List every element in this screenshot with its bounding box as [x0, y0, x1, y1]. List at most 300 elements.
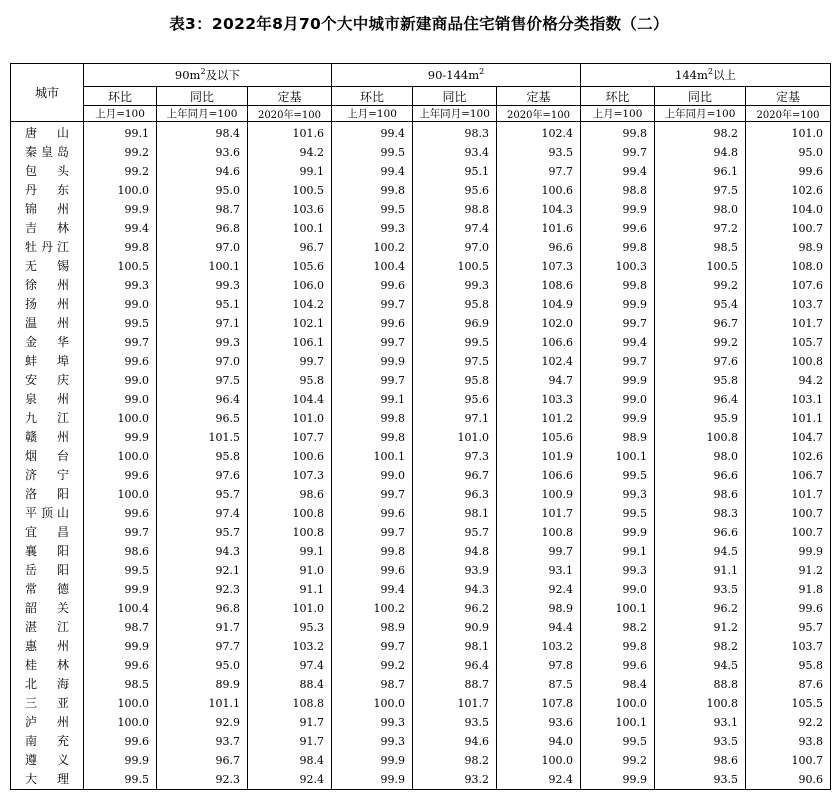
index-value: 100.5 — [413, 257, 497, 276]
index-value: 106.6 — [497, 333, 581, 352]
index-value: 94.8 — [655, 143, 746, 162]
index-value: 99.7 — [332, 523, 413, 542]
index-value: 95.7 — [413, 523, 497, 542]
subheader-fixed-base: 定基 — [248, 87, 332, 106]
table-row — [11, 732, 831, 751]
index-value: 99.7 — [581, 314, 655, 333]
index-value: 100.9 — [497, 485, 581, 504]
index-value: 98.9 — [332, 618, 413, 637]
city-name: 济宁 — [11, 466, 84, 485]
index-value: 100.3 — [581, 257, 655, 276]
index-value: 94.2 — [746, 371, 831, 390]
subheader-mom: 环比 — [84, 87, 157, 106]
index-value: 101.1 — [157, 694, 248, 713]
index-value: 99.0 — [581, 390, 655, 409]
table-row — [11, 352, 831, 371]
index-value: 100.0 — [581, 694, 655, 713]
index-value: 96.4 — [157, 390, 248, 409]
index-value: 97.8 — [497, 656, 581, 675]
index-value: 104.0 — [746, 200, 831, 219]
index-value: 98.8 — [413, 200, 497, 219]
index-value: 107.8 — [497, 694, 581, 713]
index-value: 101.0 — [746, 122, 831, 144]
index-value: 101.0 — [248, 599, 332, 618]
city-name: 桂林 — [11, 656, 84, 675]
table-row — [11, 409, 831, 428]
index-value: 99.7 — [248, 352, 332, 371]
index-value: 98.6 — [84, 542, 157, 561]
index-value: 94.7 — [497, 371, 581, 390]
index-value: 93.5 — [655, 580, 746, 599]
index-value: 96.2 — [413, 599, 497, 618]
index-value: 93.4 — [413, 143, 497, 162]
city-name: 三亚 — [11, 694, 84, 713]
city-name: 北海 — [11, 675, 84, 694]
index-value: 99.6 — [84, 732, 157, 751]
index-value: 92.2 — [746, 713, 831, 732]
group-header-small: $90m^2$及以下 — [84, 64, 332, 87]
index-value: 100.8 — [655, 428, 746, 447]
index-value: 99.5 — [413, 333, 497, 352]
index-value: 97.4 — [248, 656, 332, 675]
index-value: 99.9 — [581, 371, 655, 390]
subheader-yoy: 同比 — [157, 87, 248, 106]
index-value: 97.7 — [497, 162, 581, 181]
index-value: 96.4 — [413, 656, 497, 675]
index-value: 103.2 — [497, 637, 581, 656]
index-value: 99.2 — [84, 162, 157, 181]
base-header-mom: 上月=100 — [332, 106, 413, 122]
index-value: 93.2 — [413, 770, 497, 790]
index-value: 107.3 — [248, 466, 332, 485]
city-name: 金华 — [11, 333, 84, 352]
index-value: 94.6 — [157, 162, 248, 181]
index-value: 91.7 — [248, 713, 332, 732]
index-value: 99.5 — [332, 200, 413, 219]
index-value: 91.1 — [248, 580, 332, 599]
index-value: 99.3 — [157, 333, 248, 352]
index-value: 99.6 — [84, 504, 157, 523]
city-name: 赣州 — [11, 428, 84, 447]
index-value: 91.1 — [655, 561, 746, 580]
index-value: 98.4 — [581, 675, 655, 694]
subheader-fixed-base: 定基 — [746, 87, 831, 106]
index-value: 99.9 — [581, 770, 655, 790]
index-value: 100.1 — [248, 219, 332, 238]
city-name: 烟台 — [11, 447, 84, 466]
city-name: 九江 — [11, 409, 84, 428]
subheader-fixed-base: 定基 — [497, 87, 581, 106]
index-value: 98.6 — [655, 485, 746, 504]
index-value: 95.7 — [746, 618, 831, 637]
index-value: 95.8 — [413, 295, 497, 314]
index-value: 95.1 — [157, 295, 248, 314]
index-value: 105.6 — [248, 257, 332, 276]
index-value: 99.8 — [332, 428, 413, 447]
index-value: 100.7 — [746, 504, 831, 523]
base-header-yoy: 上年同月=100 — [157, 106, 248, 122]
index-value: 97.3 — [413, 447, 497, 466]
index-value: 95.8 — [655, 371, 746, 390]
index-value: 100.5 — [84, 257, 157, 276]
index-value: 104.4 — [248, 390, 332, 409]
index-value: 101.0 — [248, 409, 332, 428]
index-value: 91.7 — [248, 732, 332, 751]
index-value: 91.0 — [248, 561, 332, 580]
index-value: 94.0 — [497, 732, 581, 751]
index-value: 99.8 — [581, 637, 655, 656]
table-row — [11, 276, 831, 295]
index-value: 95.8 — [746, 656, 831, 675]
index-value: 100.0 — [84, 713, 157, 732]
table-row — [11, 466, 831, 485]
index-value: 99.6 — [581, 656, 655, 675]
index-value: 99.3 — [581, 485, 655, 504]
index-value: 93.1 — [497, 561, 581, 580]
index-value: 99.8 — [581, 238, 655, 257]
index-value: 97.0 — [413, 238, 497, 257]
index-value: 87.6 — [746, 675, 831, 694]
index-value: 99.7 — [332, 485, 413, 504]
subheader-yoy: 同比 — [655, 87, 746, 106]
index-value: 100.0 — [84, 447, 157, 466]
index-value: 95.4 — [655, 295, 746, 314]
table-row — [11, 694, 831, 713]
index-value: 98.7 — [157, 200, 248, 219]
index-value: 99.8 — [84, 238, 157, 257]
table-title: 表3：2022年8月70个大中城市新建商品住宅销售价格分类指数（二） — [169, 15, 669, 33]
index-value: 99.8 — [332, 409, 413, 428]
city-name: 泉州 — [11, 390, 84, 409]
index-value: 93.8 — [746, 732, 831, 751]
index-value: 97.7 — [157, 637, 248, 656]
index-value: 99.0 — [84, 390, 157, 409]
index-value: 96.1 — [655, 162, 746, 181]
index-value: 99.5 — [84, 770, 157, 790]
city-name: 泸州 — [11, 713, 84, 732]
city-name: 丹东 — [11, 181, 84, 200]
index-value: 106.7 — [746, 466, 831, 485]
group-header-large: $144m^2$以上 — [581, 64, 831, 87]
index-value: 104.3 — [497, 200, 581, 219]
index-value: 95.6 — [413, 181, 497, 200]
index-value: 98.5 — [84, 675, 157, 694]
index-value: 97.0 — [157, 352, 248, 371]
index-value: 98.0 — [655, 447, 746, 466]
city-name: 宜昌 — [11, 523, 84, 542]
index-value: 99.1 — [332, 390, 413, 409]
city-name: 襄阳 — [11, 542, 84, 561]
index-value: 93.1 — [655, 713, 746, 732]
table-row — [11, 428, 831, 447]
index-value: 100.7 — [746, 219, 831, 238]
index-value: 100.5 — [248, 181, 332, 200]
index-value: 87.5 — [497, 675, 581, 694]
index-value: 99.9 — [332, 751, 413, 770]
city-name: 平顶山 — [11, 504, 84, 523]
table-row — [11, 333, 831, 352]
index-value: 99.4 — [84, 219, 157, 238]
index-value: 99.4 — [332, 162, 413, 181]
index-value: 99.9 — [581, 200, 655, 219]
index-value: 108.0 — [746, 257, 831, 276]
table-row — [11, 122, 831, 144]
index-value: 97.4 — [157, 504, 248, 523]
index-value: 92.9 — [157, 713, 248, 732]
index-value: 99.6 — [332, 561, 413, 580]
table-header — [11, 64, 831, 122]
index-value: 92.4 — [248, 770, 332, 790]
city-name: 徐州 — [11, 276, 84, 295]
index-value: 100.1 — [581, 447, 655, 466]
index-value: 94.3 — [157, 542, 248, 561]
index-value: 93.6 — [157, 143, 248, 162]
index-value: 99.9 — [746, 542, 831, 561]
index-value: 99.1 — [581, 542, 655, 561]
city-name: 遵义 — [11, 751, 84, 770]
index-value: 92.4 — [497, 770, 581, 790]
index-value: 100.2 — [332, 238, 413, 257]
index-value: 94.6 — [413, 732, 497, 751]
index-value: 99.6 — [581, 219, 655, 238]
index-value: 97.2 — [655, 219, 746, 238]
index-value: 99.7 — [332, 333, 413, 352]
index-value: 98.2 — [655, 637, 746, 656]
index-value: 91.7 — [157, 618, 248, 637]
index-value: 100.0 — [84, 181, 157, 200]
index-value: 107.6 — [746, 276, 831, 295]
index-value: 99.6 — [332, 504, 413, 523]
base-header-mom: 上月=100 — [581, 106, 655, 122]
table-row — [11, 295, 831, 314]
index-value: 95.8 — [413, 371, 497, 390]
index-value: 88.7 — [413, 675, 497, 694]
index-value: 96.8 — [157, 599, 248, 618]
index-value: 96.7 — [655, 314, 746, 333]
index-value: 95.8 — [248, 371, 332, 390]
index-value: 99.0 — [332, 466, 413, 485]
index-value: 103.7 — [746, 637, 831, 656]
index-value: 90.6 — [746, 770, 831, 790]
city-name: 包头 — [11, 162, 84, 181]
index-value: 99.8 — [581, 276, 655, 295]
city-name: 南充 — [11, 732, 84, 751]
index-value: 93.6 — [497, 713, 581, 732]
index-value: 97.5 — [655, 181, 746, 200]
index-value: 100.0 — [84, 485, 157, 504]
city-name: 锦州 — [11, 200, 84, 219]
index-value: 93.5 — [413, 713, 497, 732]
table-row — [11, 181, 831, 200]
table-row — [11, 580, 831, 599]
table-body — [11, 122, 831, 790]
table-row — [11, 713, 831, 732]
index-value: 100.1 — [581, 599, 655, 618]
index-value: 99.6 — [746, 599, 831, 618]
index-value: 100.6 — [497, 181, 581, 200]
table-row — [11, 371, 831, 390]
index-value: 99.5 — [581, 732, 655, 751]
index-value: 99.9 — [581, 409, 655, 428]
index-value: 100.1 — [332, 447, 413, 466]
table-row — [11, 314, 831, 333]
index-value: 99.2 — [655, 333, 746, 352]
index-value: 103.7 — [746, 295, 831, 314]
index-value: 99.9 — [84, 637, 157, 656]
table-row — [11, 770, 831, 790]
index-value: 99.1 — [248, 162, 332, 181]
city-name: 韶关 — [11, 599, 84, 618]
index-value: 99.9 — [84, 580, 157, 599]
city-name: 温州 — [11, 314, 84, 333]
city-name: 无锡 — [11, 257, 84, 276]
index-value: 99.3 — [581, 561, 655, 580]
index-value: 99.0 — [581, 580, 655, 599]
index-value: 98.9 — [497, 599, 581, 618]
index-value: 102.4 — [497, 122, 581, 144]
city-name: 扬州 — [11, 295, 84, 314]
index-value: 95.9 — [655, 409, 746, 428]
index-value: 100.8 — [655, 694, 746, 713]
index-value: 98.7 — [332, 675, 413, 694]
index-value: 99.9 — [581, 523, 655, 542]
index-value: 107.3 — [497, 257, 581, 276]
table-row — [11, 504, 831, 523]
index-value: 98.0 — [655, 200, 746, 219]
index-value: 101.9 — [497, 447, 581, 466]
index-value: 99.3 — [332, 713, 413, 732]
index-value: 101.0 — [413, 428, 497, 447]
index-value: 100.8 — [746, 352, 831, 371]
index-value: 99.2 — [332, 656, 413, 675]
index-value: 101.6 — [248, 122, 332, 144]
city-name: 洛阳 — [11, 485, 84, 504]
index-value: 94.4 — [497, 618, 581, 637]
index-value: 100.8 — [248, 523, 332, 542]
group-header-medium: $90-144m^2$ — [332, 64, 581, 87]
index-value: 95.7 — [157, 523, 248, 542]
index-value: 94.5 — [655, 542, 746, 561]
index-value: 92.3 — [157, 580, 248, 599]
index-value: 96.6 — [497, 238, 581, 257]
index-value: 99.9 — [581, 295, 655, 314]
index-value: 96.6 — [655, 466, 746, 485]
index-value: 92.1 — [157, 561, 248, 580]
index-value: 98.7 — [84, 618, 157, 637]
index-value: 105.5 — [746, 694, 831, 713]
index-value: 96.2 — [655, 599, 746, 618]
index-value: 98.1 — [413, 504, 497, 523]
index-value: 95.6 — [413, 390, 497, 409]
index-value: 102.0 — [497, 314, 581, 333]
index-value: 100.6 — [248, 447, 332, 466]
index-value: 97.6 — [655, 352, 746, 371]
index-value: 102.1 — [248, 314, 332, 333]
index-value: 105.6 — [497, 428, 581, 447]
index-value: 100.1 — [581, 713, 655, 732]
index-value: 99.7 — [581, 352, 655, 371]
index-value: 98.2 — [413, 751, 497, 770]
index-value: 94.5 — [655, 656, 746, 675]
index-value: 99.6 — [332, 276, 413, 295]
index-value: 101.2 — [497, 409, 581, 428]
index-value: 99.8 — [332, 181, 413, 200]
index-value: 99.4 — [581, 333, 655, 352]
city-name: 蚌埠 — [11, 352, 84, 371]
index-value: 101.7 — [497, 504, 581, 523]
index-value: 102.6 — [746, 181, 831, 200]
index-value: 99.5 — [581, 466, 655, 485]
index-value: 95.0 — [157, 181, 248, 200]
table-row — [11, 542, 831, 561]
index-value: 99.0 — [84, 371, 157, 390]
index-value: 97.1 — [157, 314, 248, 333]
index-value: 96.6 — [655, 523, 746, 542]
index-value: 99.8 — [332, 542, 413, 561]
index-value: 97.4 — [413, 219, 497, 238]
index-value: 102.6 — [746, 447, 831, 466]
table-row — [11, 599, 831, 618]
index-value: 88.8 — [655, 675, 746, 694]
index-value: 92.4 — [497, 580, 581, 599]
index-value: 95.8 — [157, 447, 248, 466]
table-row — [11, 238, 831, 257]
index-value: 95.1 — [413, 162, 497, 181]
index-value: 99.7 — [581, 143, 655, 162]
index-value: 99.5 — [84, 314, 157, 333]
city-name: 大理 — [11, 770, 84, 790]
index-value: 102.4 — [497, 352, 581, 371]
index-value: 89.9 — [157, 675, 248, 694]
index-value: 99.2 — [655, 276, 746, 295]
base-header-fixed-base: 2020年=100 — [746, 106, 831, 122]
index-value: 96.4 — [655, 390, 746, 409]
index-value: 99.6 — [84, 656, 157, 675]
base-header-fixed-base: 2020年=100 — [497, 106, 581, 122]
index-value: 100.1 — [157, 257, 248, 276]
index-value: 104.2 — [248, 295, 332, 314]
base-header-fixed-base: 2020年=100 — [248, 106, 332, 122]
base-header-yoy: 上年同月=100 — [413, 106, 497, 122]
index-value: 99.3 — [157, 276, 248, 295]
table-row — [11, 675, 831, 694]
index-value: 94.8 — [413, 542, 497, 561]
city-name: 常德 — [11, 580, 84, 599]
index-value: 99.7 — [332, 637, 413, 656]
base-header-yoy: 上年同月=100 — [655, 106, 746, 122]
index-value: 93.9 — [413, 561, 497, 580]
index-value: 99.7 — [332, 371, 413, 390]
index-value: 100.0 — [84, 694, 157, 713]
index-value: 100.0 — [332, 694, 413, 713]
index-value: 101.1 — [746, 409, 831, 428]
subheader-mom: 环比 — [581, 87, 655, 106]
table-row — [11, 656, 831, 675]
index-value: 97.6 — [157, 466, 248, 485]
index-value: 108.8 — [248, 694, 332, 713]
index-value: 104.9 — [497, 295, 581, 314]
index-value: 99.1 — [84, 122, 157, 144]
index-value: 99.9 — [84, 200, 157, 219]
index-value: 96.7 — [413, 466, 497, 485]
city-column-header: 城市 — [11, 64, 84, 122]
index-value: 100.0 — [497, 751, 581, 770]
index-value: 90.9 — [413, 618, 497, 637]
index-value: 107.7 — [248, 428, 332, 447]
index-value: 99.6 — [84, 466, 157, 485]
index-value: 99.6 — [84, 352, 157, 371]
index-value: 99.9 — [332, 352, 413, 371]
